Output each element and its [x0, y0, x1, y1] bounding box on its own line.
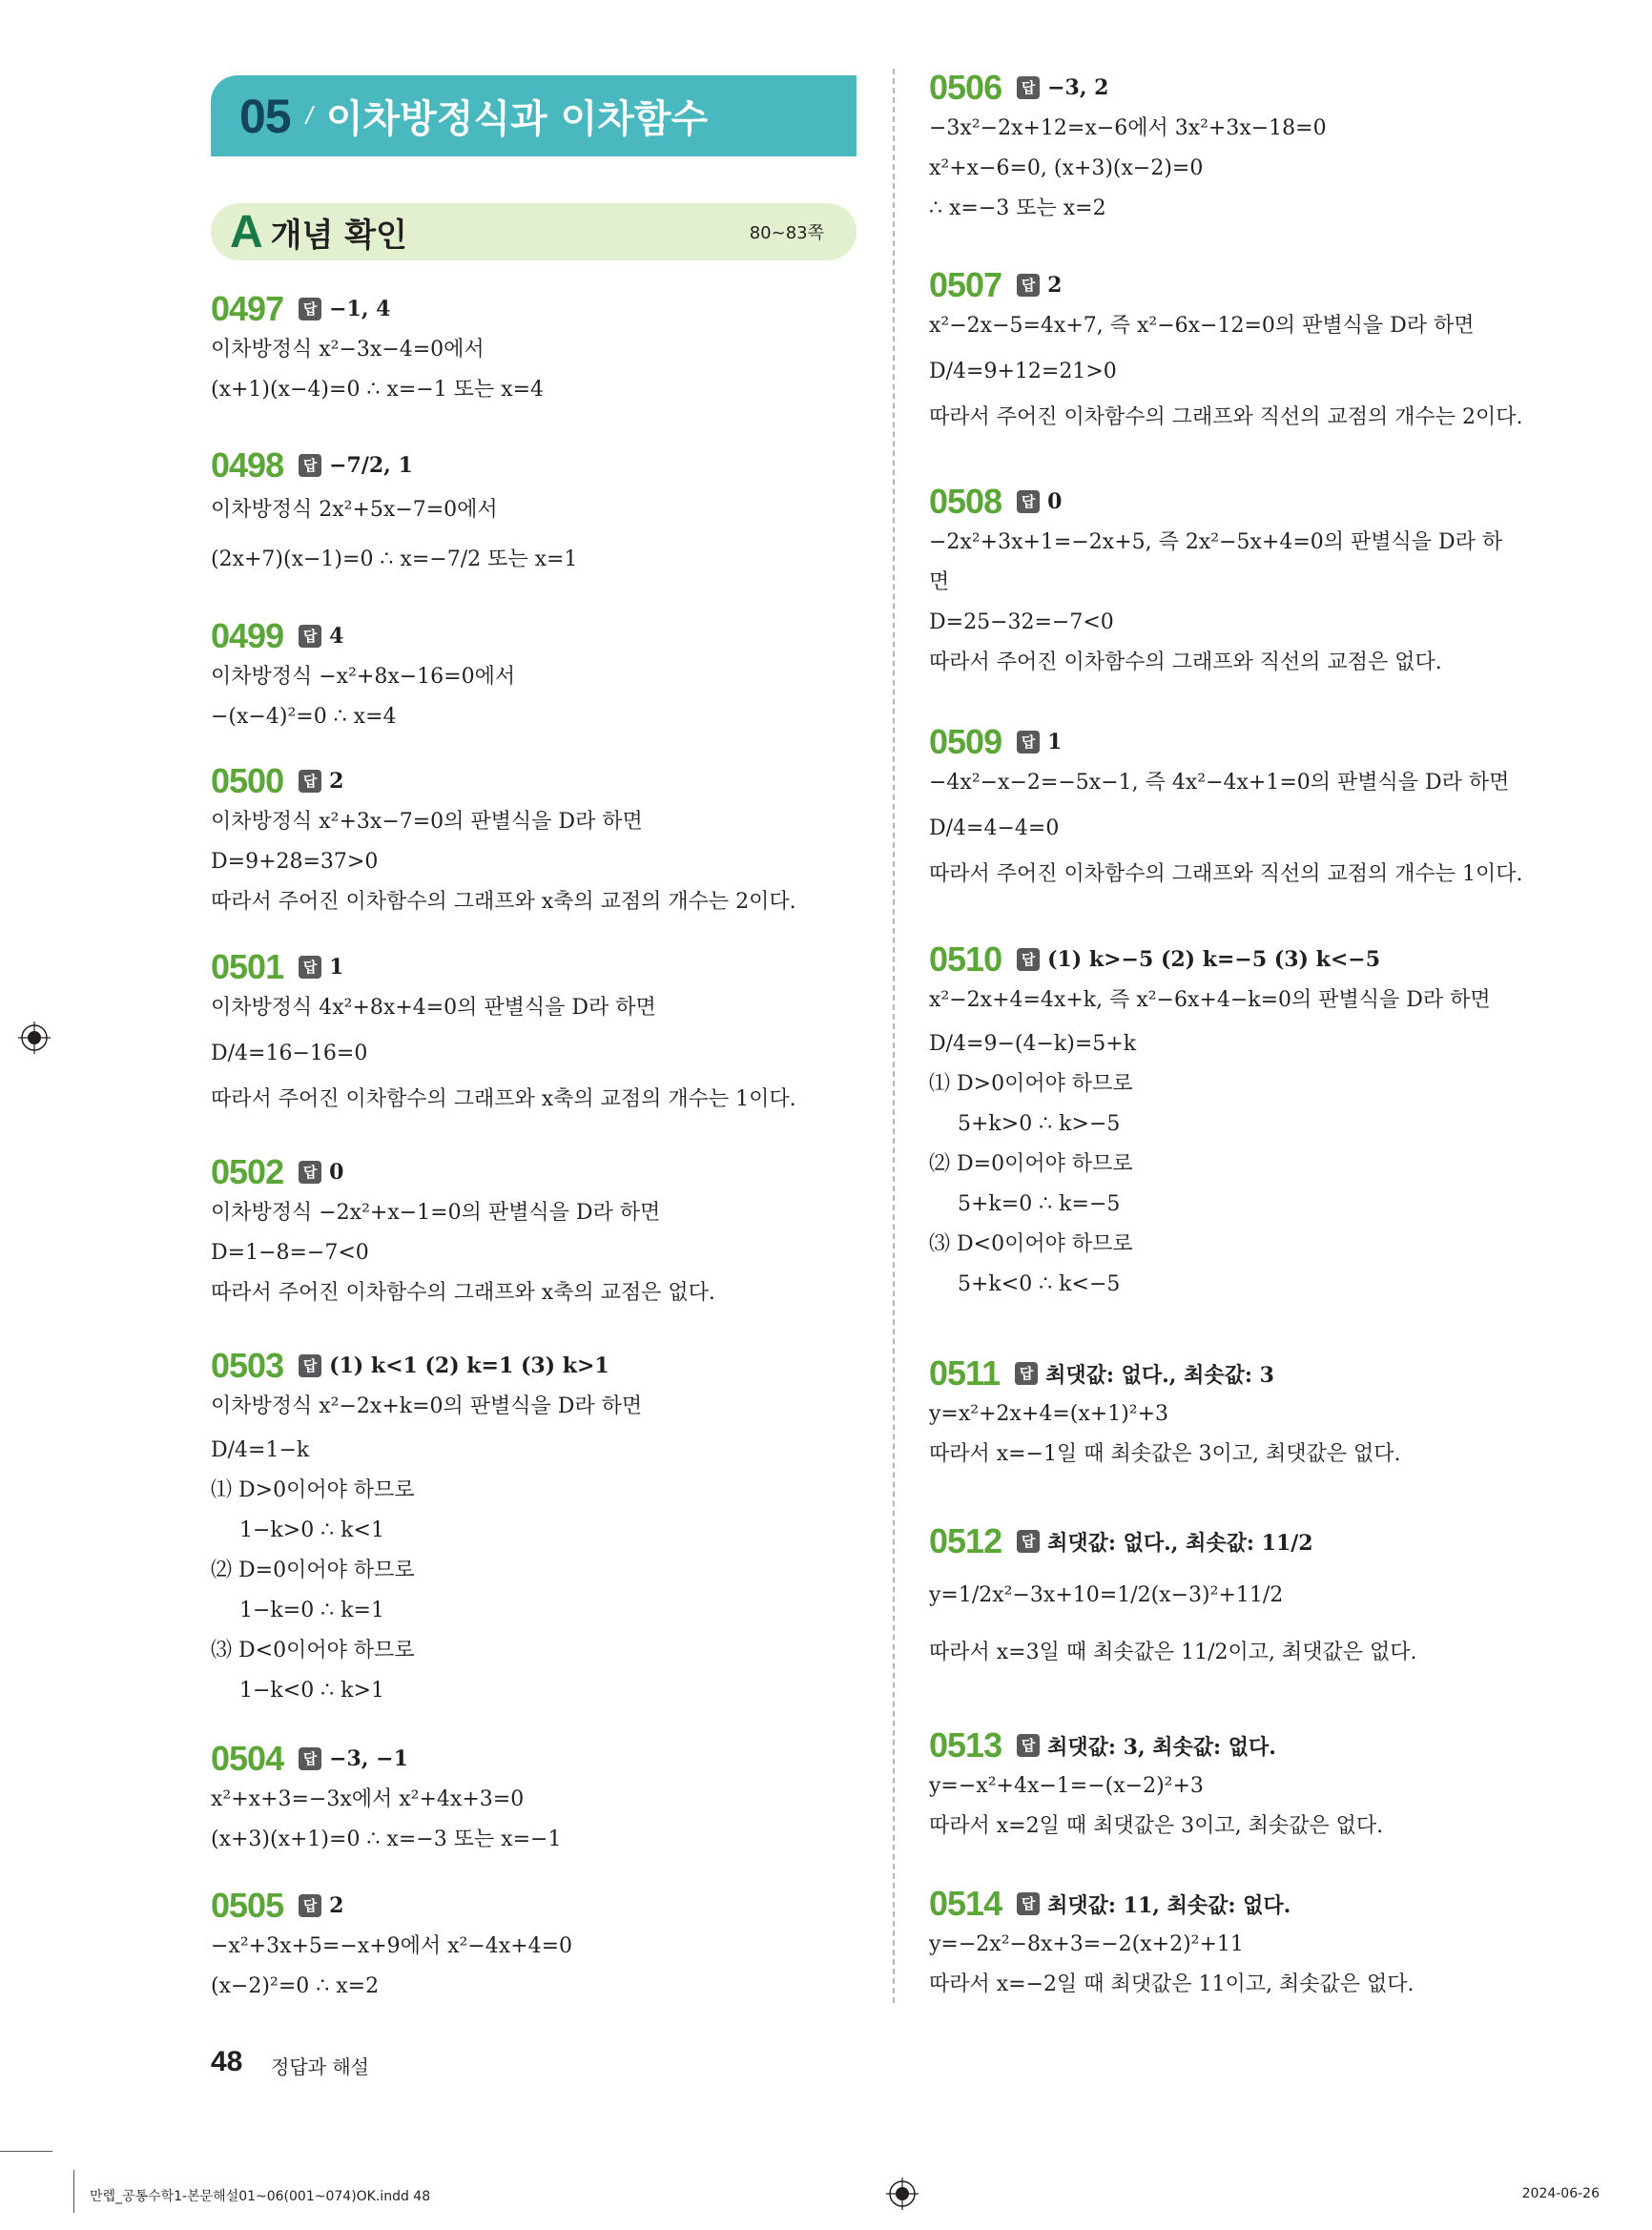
solution-line: 이차방정식 4x²+8x+4=0의 판별식을 D라 하면	[211, 996, 656, 1020]
solution-line: 이차방정식 −x²+8x−16=0에서	[211, 665, 516, 689]
answer-text: −3, −1	[329, 1746, 408, 1771]
solution-line: 이차방정식 2x²+5x−7=0에서	[211, 498, 498, 522]
solution-line: 따라서 x=−1일 때 최솟값은 3이고, 최댓값은 없다.	[929, 1442, 1401, 1466]
chapter-banner	[211, 75, 857, 156]
answer-badge: 답	[299, 1894, 321, 1917]
solution-line: −(x−4)²=0 ∴ x=4	[211, 705, 397, 729]
answer-text: (1) k<1 (2) k=1 (3) k>1	[329, 1353, 609, 1378]
answer-badge: 답	[1017, 490, 1040, 513]
print-file-info: 만렙_공통수학1-본문해설01~06(001~074)OK.indd 48	[90, 2189, 431, 2204]
solution-line: D/4=9−(4−k)=5+k	[929, 1032, 1137, 1056]
answer-text: 최댓값: 없다., 최솟값: 3	[1045, 1362, 1274, 1388]
solution-line: −x²+3x+5=−x+9에서 x²−4x+4=0	[211, 1934, 573, 1958]
answer-text: 0	[1047, 489, 1063, 514]
solution-line: y=x²+2x+4=(x+1)²+3	[929, 1402, 1169, 1426]
answer-text: 0	[329, 1160, 344, 1185]
solution-line: ⑴ D>0이어야 하므로	[929, 1072, 1133, 1096]
solution-line: 5+k=0 ∴ k=−5	[958, 1192, 1121, 1216]
solution-line: D=1−8=−7<0	[211, 1241, 369, 1265]
crop-mark	[0, 2151, 52, 2152]
answer-badge: 답	[1017, 731, 1040, 754]
solution-line: D/4=4−4=0	[929, 816, 1060, 840]
crop-mark	[73, 2170, 74, 2213]
solution-line: y=−2x²−8x+3=−2(x+2)²+11	[929, 1932, 1244, 1956]
solution-line: y=1/2x²−3x+10=1/2(x−3)²+11/2	[929, 1583, 1284, 1607]
registration-mark-icon	[886, 2178, 919, 2210]
solution-line: ⑶ D<0이어야 하므로	[929, 1232, 1133, 1256]
solution-line: ⑴ D>0이어야 하므로	[211, 1478, 415, 1502]
solution-line: −2x²+3x+1=−2x+5, 즉 2x²−5x+4=0의 판별식을 D라 하	[929, 530, 1503, 554]
answer-badge: 답	[299, 1747, 321, 1770]
problem-0500	[211, 760, 859, 922]
answer-text: −3, 2	[1047, 75, 1109, 100]
registration-mark-icon	[18, 1022, 51, 1054]
answer-badge: 답	[1017, 948, 1040, 971]
chapter-title: 이차방정식과 이차함수	[325, 97, 709, 141]
problem-number: 0501	[211, 947, 284, 986]
problem-0499	[211, 615, 859, 737]
answer-text: 최댓값: 11, 최솟값: 없다.	[1047, 1892, 1291, 1918]
solution-line: D=25−32=−7<0	[929, 610, 1114, 634]
problem-0498	[211, 444, 859, 580]
answer-badge: 답	[1015, 1362, 1038, 1385]
problem-0510	[929, 939, 1597, 1305]
problem-number: 0504	[211, 1739, 284, 1778]
solution-line: 면	[929, 570, 950, 594]
solution-line: (x−2)²=0 ∴ x=2	[211, 1974, 380, 1998]
problem-0502	[211, 1151, 859, 1313]
problem-number: 0511	[929, 1353, 1001, 1393]
problem-number: 0502	[211, 1152, 284, 1191]
problem-0513	[929, 1724, 1597, 1847]
answer-badge: 답	[1017, 274, 1040, 297]
problem-number: 0514	[929, 1884, 1002, 1923]
answer-badge: 답	[299, 770, 321, 793]
solution-line: x²+x−6=0, (x+3)(x−2)=0	[929, 156, 1204, 180]
problem-0507	[929, 264, 1597, 438]
problem-number: 0498	[211, 445, 284, 485]
answer-text: (1) k>−5 (2) k=−5 (3) k<−5	[1047, 947, 1381, 972]
problem-number: 0508	[929, 482, 1002, 521]
answer-badge: 답	[299, 454, 321, 477]
solution-line: 이차방정식 x²−2x+k=0의 판별식을 D라 하면	[211, 1394, 643, 1418]
solution-line: 이차방정식 x²−3x−4=0에서	[211, 338, 485, 361]
chapter-slash: /	[305, 101, 313, 130]
chapter-number: 05	[239, 89, 291, 143]
problem-0506	[929, 67, 1597, 229]
problem-number: 0513	[929, 1725, 1002, 1765]
answer-text: 최댓값: 없다., 최솟값: 11/2	[1047, 1530, 1313, 1556]
solution-line: 따라서 주어진 이차함수의 그래프와 직선의 교점의 개수는 1이다.	[929, 862, 1523, 886]
solution-line: y=−x²+4x−1=−(x−2)²+3	[929, 1774, 1204, 1798]
page-label: 정답과 해설	[271, 2055, 369, 2078]
problem-number: 0497	[211, 289, 284, 328]
solution-line: x²−2x−5=4x+7, 즉 x²−6x−12=0의 판별식을 D라 하면	[929, 314, 1475, 338]
solution-line: 1−k=0 ∴ k=1	[239, 1599, 384, 1622]
problem-number: 0509	[929, 722, 1002, 761]
solution-line: 따라서 x=2일 때 최댓값은 3이고, 최솟값은 없다.	[929, 1814, 1384, 1838]
solution-line: 5+k<0 ∴ k<−5	[958, 1272, 1121, 1296]
problem-0512	[929, 1520, 1597, 1673]
answer-badge: 답	[1017, 76, 1040, 99]
solution-line: D/4=9+12=21>0	[929, 360, 1117, 383]
problem-number: 0503	[211, 1346, 284, 1385]
page-number: 48	[211, 2046, 243, 2077]
answer-text: 최댓값: 3, 최솟값: 없다.	[1047, 1734, 1276, 1760]
solution-line: 따라서 주어진 이차함수의 그래프와 x축의 교점의 개수는 2이다.	[211, 890, 796, 914]
problem-0501	[211, 946, 859, 1120]
problem-number: 0505	[211, 1886, 284, 1925]
problem-0497	[211, 288, 859, 410]
solution-line: ⑵ D=0이어야 하므로	[211, 1559, 415, 1582]
solution-line: 따라서 주어진 이차함수의 그래프와 x축의 교점의 개수는 1이다.	[211, 1087, 796, 1111]
solution-line: D/4=1−k	[211, 1438, 310, 1462]
answer-badge: 답	[1017, 1892, 1040, 1915]
problem-0511	[929, 1352, 1597, 1475]
problem-number: 0512	[929, 1521, 1002, 1560]
answer-badge: 답	[299, 1161, 321, 1184]
solution-line: ∴ x=−3 또는 x=2	[929, 196, 1106, 220]
problem-0508	[929, 481, 1597, 683]
solution-line: (x+1)(x−4)=0 ∴ x=−1 또는 x=4	[211, 378, 545, 402]
solution-line: −3x²−2x+12=x−6에서 3x²+3x−18=0	[929, 116, 1327, 140]
section-letter: A	[230, 206, 263, 258]
problem-0514	[929, 1883, 1597, 2005]
section-page-range: 80~83쪽	[749, 223, 824, 243]
solution-line: D/4=16−16=0	[211, 1042, 368, 1065]
problem-0503	[211, 1345, 859, 1711]
answer-text: 2	[329, 769, 344, 794]
solution-line: 5+k>0 ∴ k>−5	[958, 1112, 1121, 1136]
solution-line: 이차방정식 x²+3x−7=0의 판별식을 D라 하면	[211, 810, 643, 834]
answer-badge: 답	[1017, 1734, 1040, 1757]
solution-line: 따라서 주어진 이차함수의 그래프와 직선의 교점은 없다.	[929, 650, 1442, 674]
solution-line: ⑶ D<0이어야 하므로	[211, 1639, 415, 1662]
answer-badge: 답	[299, 625, 321, 648]
solution-line: 1−k>0 ∴ k<1	[239, 1518, 384, 1542]
solution-line: 따라서 주어진 이차함수의 그래프와 x축의 교점은 없다.	[211, 1281, 715, 1305]
problem-0504	[211, 1738, 859, 1860]
print-date: 2024-06-26	[1521, 2186, 1600, 2201]
solution-line: 따라서 x=3일 때 최솟값은 11/2이고, 최댓값은 없다.	[929, 1641, 1417, 1664]
column-divider	[893, 69, 895, 2003]
solution-line: 1−k<0 ∴ k>1	[239, 1679, 384, 1703]
answer-text: 2	[329, 1893, 344, 1918]
solution-line: D=9+28=37>0	[211, 850, 379, 874]
solution-line: (x+3)(x+1)=0 ∴ x=−3 또는 x=−1	[211, 1827, 562, 1851]
solution-line: 따라서 주어진 이차함수의 그래프와 직선의 교점의 개수는 2이다.	[929, 405, 1523, 429]
problem-number: 0507	[929, 265, 1002, 304]
answer-text: 1	[1047, 730, 1063, 754]
problem-number: 0510	[929, 939, 1002, 979]
answer-text: 1	[329, 955, 344, 980]
solution-line: (2x+7)(x−1)=0 ∴ x=−7/2 또는 x=1	[211, 547, 578, 571]
answer-badge: 답	[299, 956, 321, 979]
answer-badge: 답	[299, 1354, 321, 1377]
answer-text: 4	[329, 624, 344, 649]
answer-badge: 답	[1017, 1530, 1040, 1553]
problem-number: 0499	[211, 616, 284, 655]
section-banner	[211, 203, 857, 260]
solution-line: −4x²−x−2=−5x−1, 즉 4x²−4x+1=0의 판별식을 D라 하면	[929, 771, 1510, 795]
solution-line: x²−2x+4=4x+k, 즉 x²−6x+4−k=0의 판별식을 D라 하면	[929, 988, 1491, 1012]
solution-line: ⑵ D=0이어야 하므로	[929, 1152, 1133, 1176]
section-title: 개념 확인	[270, 216, 407, 255]
problem-number: 0506	[929, 68, 1002, 107]
solution-line: 이차방정식 −2x²+x−1=0의 판별식을 D라 하면	[211, 1201, 661, 1225]
answer-text: −7/2, 1	[329, 453, 413, 478]
answer-text: −1, 4	[329, 297, 391, 321]
problem-number: 0500	[211, 761, 284, 800]
problem-0509	[929, 721, 1597, 895]
solution-line: 따라서 x=−2일 때 최댓값은 11이고, 최솟값은 없다.	[929, 1972, 1415, 1996]
problem-0505	[211, 1885, 859, 2007]
answer-text: 2	[1047, 273, 1063, 298]
solution-line: x²+x+3=−3x에서 x²+4x+3=0	[211, 1787, 525, 1811]
answer-badge: 답	[299, 298, 321, 320]
